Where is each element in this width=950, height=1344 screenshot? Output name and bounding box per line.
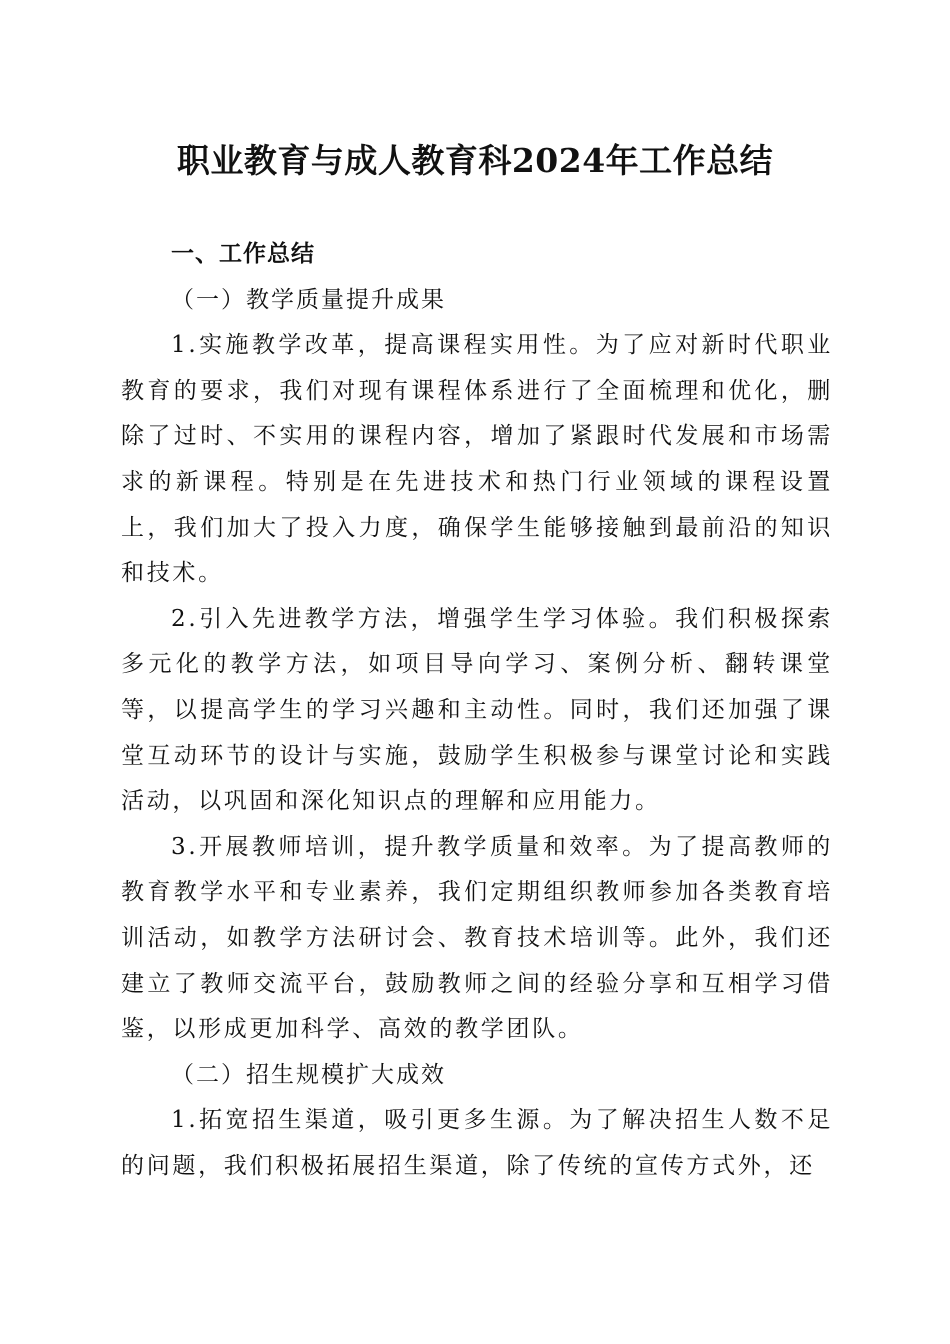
- document-body: [121, 232, 833, 1189]
- paragraph-teaching-reform: 1.实施教学改革，提高课程实用性。为了应对新时代职业教育的要求，我们对现有课程体系进行了全面梳理和优化，删除了过时、不实用的课程内容，增加了紧跟时代发展和市场需求的新课程。特别是在先进技术和热门行业领域的课程设置上，我们加大了投入力度，确保学生能够接触到最前沿的知识和技术。: [121, 332, 833, 587]
- section-heading-work-summary: 一、工作总结: [171, 241, 315, 267]
- paragraph-teaching-methods: 2.引入先进教学方法，增强学生学习体验。我们积极探索多元化的教学方法，如项目导向学习、案例分析、翻转课堂等，以提高学生的学习兴趣和主动性。同时，我们还加强了课堂互动环节的设计与实施，鼓励学生积极参与课堂讨论和实践活动，以巩固和深化知识点的理解和应用能力。: [121, 605, 833, 815]
- subsection-heading-enrollment: （二）招生规模扩大成效: [171, 1061, 446, 1088]
- paragraph-teacher-training: 3.开展教师培训，提升教学质量和效率。为了提高教师的教育教学水平和专业素养，我们定期组织教师参加各类教育培训活动，如教学方法研讨会、教育技术培训等。此外，我们还建立了教师交流平台，鼓励教师之间的经验分享和互相学习借鉴，以形成更加科学、高效的教学团队。: [121, 833, 833, 1043]
- subsection-heading-teaching-quality: （一）教学质量提升成果: [171, 286, 446, 313]
- paragraph-enrollment-channels: 1.拓宽招生渠道，吸引更多生源。为了解决招生人数不足的问题，我们积极拓展招生渠道，除了传统的宣传方式外，还: [121, 1107, 833, 1179]
- document-title: 职业教育与成人教育科2024年工作总结: [176, 141, 774, 180]
